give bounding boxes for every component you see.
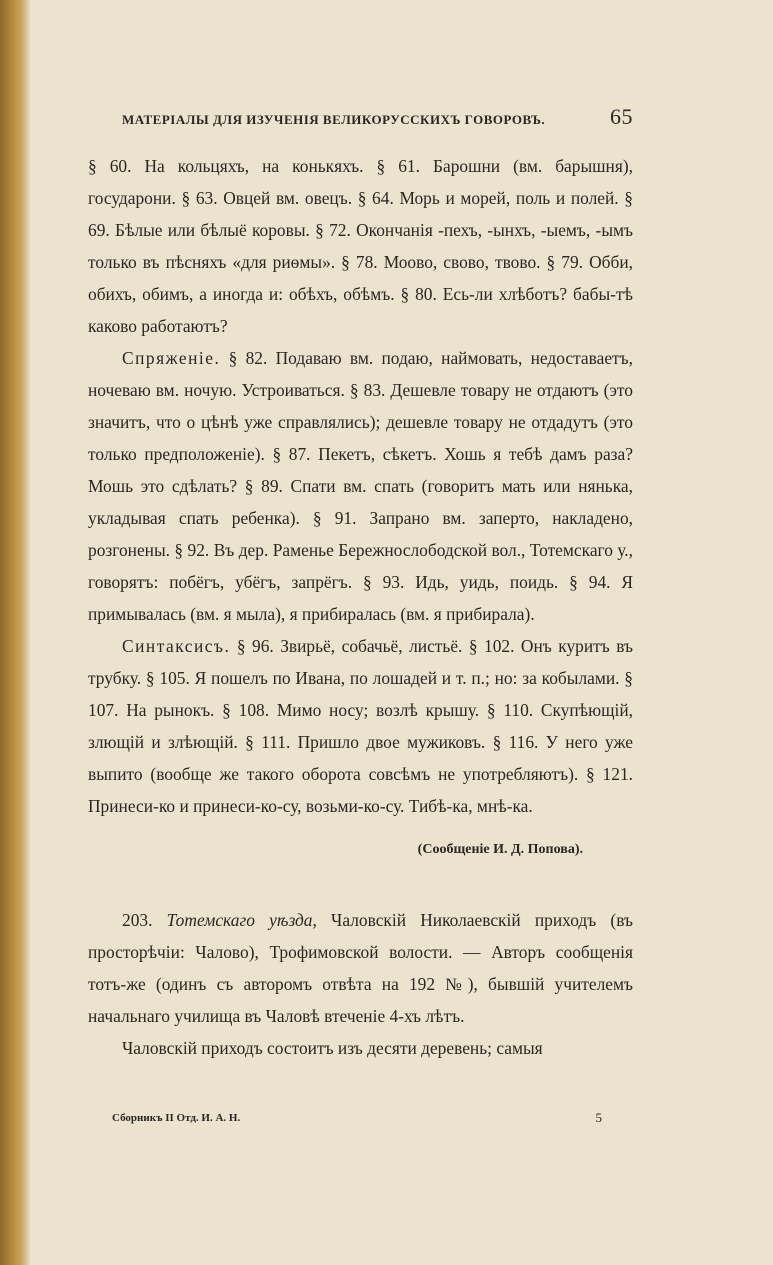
paragraph-conjugation-text: § 82. Подаваю вм. подаю, наймовать, недоставаетъ, ночеваю вм. ночую. Устроиваться. § 83. Дешевле товару не отдаютъ (это значитъ, что о цѣнѣ уже справлялись); дешевле товару не отдадутъ (это только предположеніе). § 87. Пекетъ, сѣкетъ. Хошь я тебѣ дамъ раза? Мошь это сдѣлать? § 89. Спати вм. спать (говоритъ мать или нянька, укладывая спать ребенка). § 91. Запрано вм. заперто, накладено, розгонены. § 92. Въ дер. Раменье Бережнослободской вол., Тотемскаго у., говорятъ: побёгъ, убёгъ, запрёгъ. § 93. Идь, уидь, поидь. § 94. Я примывалась (вм. я мыла), я прибиралась (вм. я прибирала).: [88, 348, 633, 624]
paragraph-syntax-text: § 96. Звирьё, собачьё, листьё. § 102. Онъ куритъ въ трубку. § 105. Я пошелъ по Ивана, по лошадей и т. п.; но: за кобылами. § 107. На рынокъ. § 108. Мимо носу; возлѣ крышу. § 110. Скупѣющій, злющій и злѣющій. § 111. Пришло двое мужиковъ. § 116. У него уже выпито (вообще же такого оборота совсѣмъ не употребляютъ). § 121. Принеси-ко и принеси-ко-су, возьми-ко-су. Тибѣ-ка, мнѣ-ка.: [88, 636, 633, 816]
sheet-number: 5: [595, 1110, 602, 1125]
paragraph-nouns: § 60. На кольцяхъ, на конькяхъ. § 61. Барошни (вм. барышня), государони. § 63. Овцей вм. овецъ. § 64. Морь и морей, поль и полей. § 69. Бѣлые или бѣлыё коровы. § 72. Окончанія -пехъ, -ынхъ, -ыемъ, -ымъ только въ пѣсняхъ «для риѳмы». § 78. Моово, свово, твово. § 79. Обби, обихъ, обимъ, а иногда и: обѣхъ, обѣмъ. § 80. Есь-ли хлѣботъ? бабы-тѣ каково работаютъ?: [88, 156, 633, 336]
paragraph-parish: Чаловскій приходъ состоитъ изъ десяти деревень; самыя: [122, 1038, 543, 1058]
section-gap: [88, 862, 633, 904]
signature-mark: Сборникъ II Отд. И. А. Н.: [112, 1112, 241, 1124]
entry-number: 203.: [122, 910, 167, 930]
paragraph-conjugation: [88, 342, 633, 630]
running-title: МАТЕРІАЛЫ ДЛЯ ИЗУЧЕНІЯ ВЕЛИКОРУССКИХЪ ГОВОРОВЪ.: [122, 112, 546, 127]
entry-district: Тотемскаго уѣзда: [166, 910, 313, 930]
paragraph-entry-203: [88, 904, 633, 1032]
book-page: [88, 0, 633, 1265]
report-signature: (Сообщеніе И. Д. Попова).: [417, 842, 583, 857]
page-body: [88, 150, 633, 1064]
section-heading-conjugation: Спряженіе.: [122, 348, 221, 368]
entry-text: , Чаловскій Николаевскій приходъ (въ просторѣчіи: Чалово), Трофимовской волости. — Авторъ сообщенія тотъ-же (одинъ съ авторомъ отвѣта на 192 №), бывшій учителемъ начальнаго училища въ Чаловѣ втеченіе 4-хъ лѣтъ.: [88, 910, 633, 1026]
page-footer: [112, 1112, 602, 1124]
section-heading-syntax: Синтаксисъ.: [122, 636, 231, 656]
paragraph-syntax: [88, 630, 633, 822]
page-number: 65: [610, 104, 633, 129]
book-spine-shadow: [0, 0, 30, 1265]
